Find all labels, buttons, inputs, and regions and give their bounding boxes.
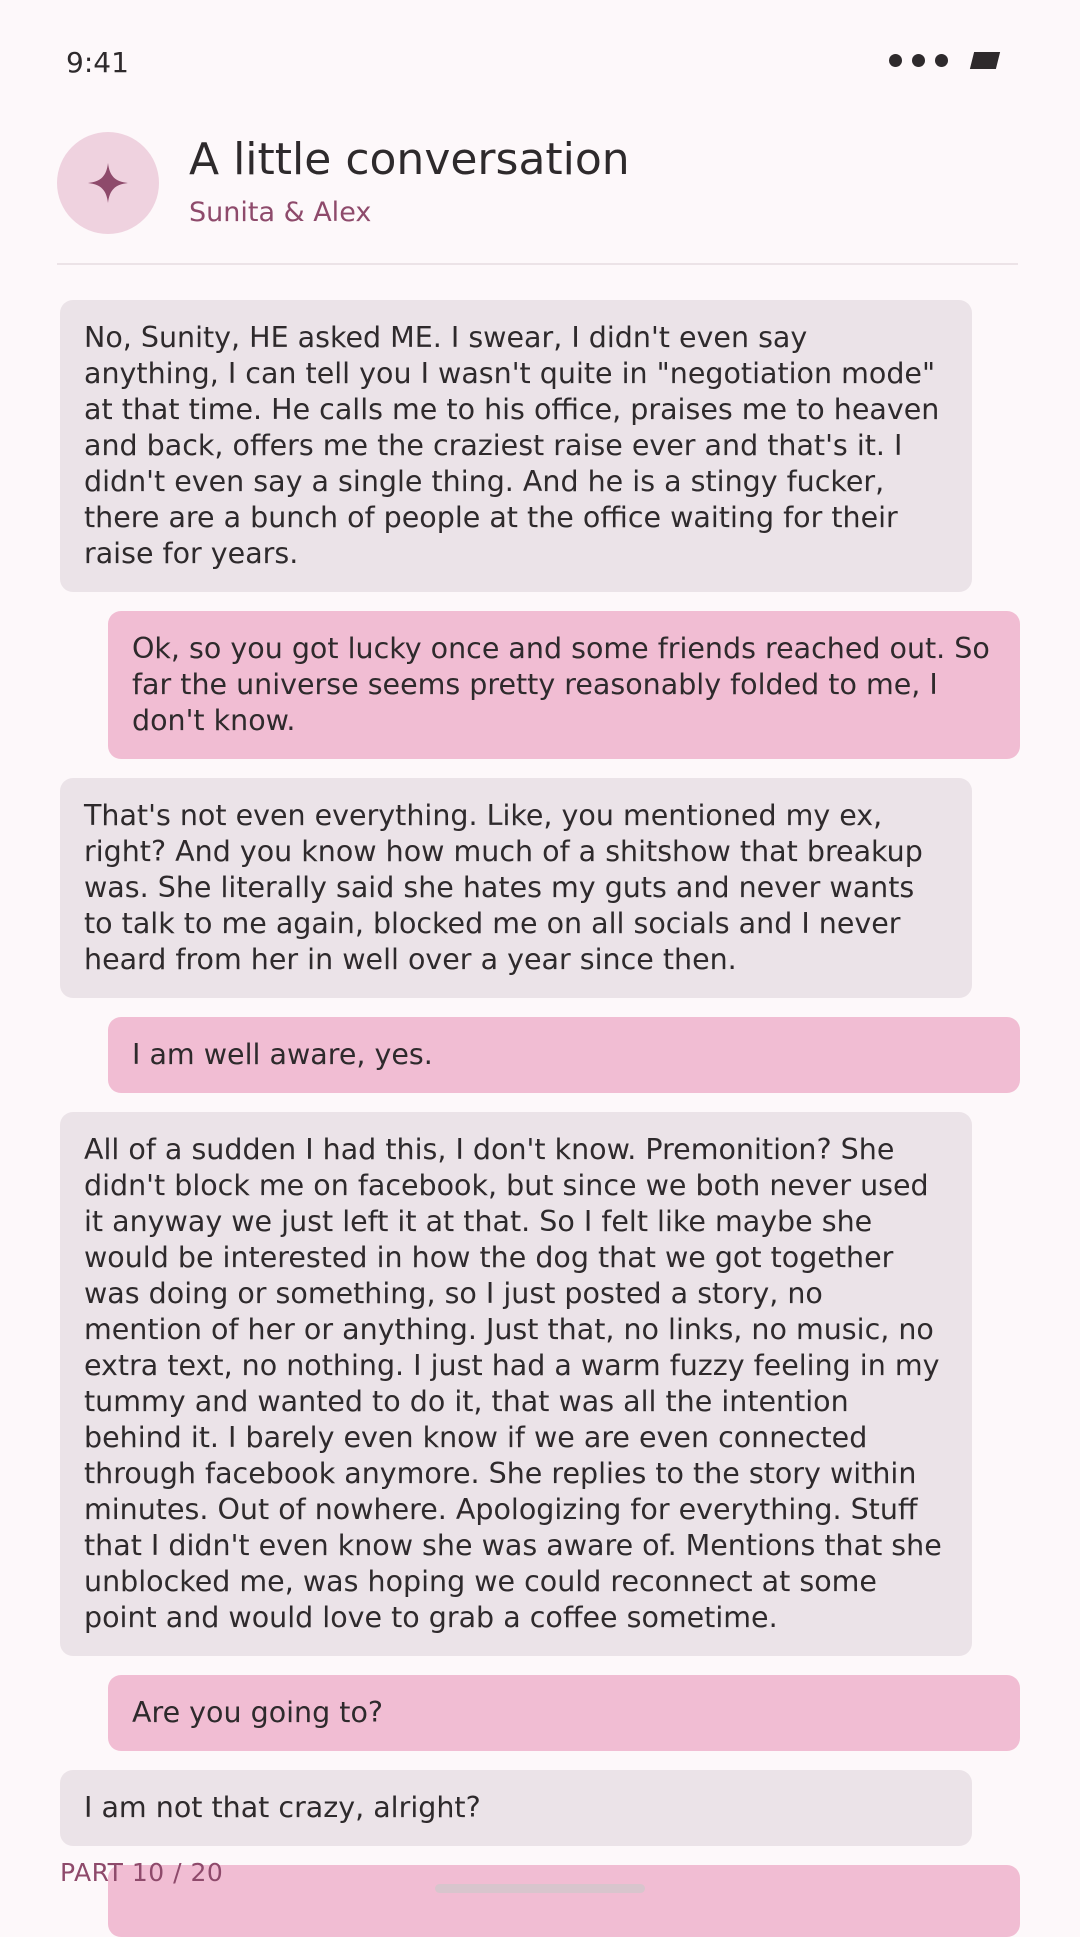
message-bubble-incoming: No, Sunity, HE asked ME. I swear, I didn't even say anything, I can tell you I wasn't quite in "negotiation mode" at that time. He calls me to his office, praises me to heaven and back, offers me the craziest raise ever and that's it. I didn't even say a single thing. And he is a stingy fucker, there are a bunch of people at the office waiting for their raise for years. — [60, 300, 972, 592]
part-indicator: PART 10 / 20 — [60, 1858, 224, 1887]
message-bubble-incoming: That's not even everything. Like, you mentioned my ex, right? And you know how much of a shitshow that breakup was. She literally said she hates my guts and never wants to talk to me again, blocked me on all socials and I never heard from her in well over a year since then. — [60, 778, 972, 998]
message-bubble-incoming: All of a sudden I had this, I don't know. Premonition? She didn't block me on facebook, but since we both never used it anyway we just left it at that. So I felt like maybe she would be interested in how the dog that we got together was doing or something, so I just posted a story, no mention of her or anything. Just that, no links, no music, no extra text, no nothing. I just had a warm fuzzy feeling in my tummy and wanted to do it, that was all the intention behind it. I barely even know if we are even connected through facebook anymore. She replies to the story within minutes. Out of nowhere. Apologizing for everything. Stuff that I didn't even know she was aware of. Mentions that she unblocked me, was hoping we could reconnect at some point and would love to grab a coffee sometime. — [60, 1112, 972, 1656]
avatar — [57, 132, 159, 234]
home-indicator[interactable] — [435, 1884, 645, 1893]
participants-subtitle: Sunita & Alex — [189, 197, 372, 228]
battery-icon — [970, 52, 1000, 69]
message-bubble-incoming: I am not that crazy, alright? — [60, 1770, 972, 1846]
message-bubble-outgoing: I am well aware, yes. — [108, 1017, 1020, 1093]
status-icons — [889, 52, 998, 69]
message-bubble-outgoing: Are you going to? — [108, 1675, 1020, 1751]
sparkle-icon — [86, 161, 130, 205]
message-bubble-outgoing — [108, 1865, 1020, 1937]
signal-dot-icon — [889, 54, 902, 67]
message-bubble-outgoing: Ok, so you got lucky once and some friends reached out. So far the universe seems pretty reasonably folded to me, I don't know. — [108, 611, 1020, 759]
status-time: 9:41 — [66, 46, 129, 79]
conversation-header — [57, 131, 1018, 265]
message-list[interactable] — [60, 300, 1020, 1824]
page-title: A little conversation — [189, 134, 630, 185]
signal-dot-icon — [935, 54, 948, 67]
signal-dot-icon — [912, 54, 925, 67]
status-bar — [0, 0, 1080, 130]
